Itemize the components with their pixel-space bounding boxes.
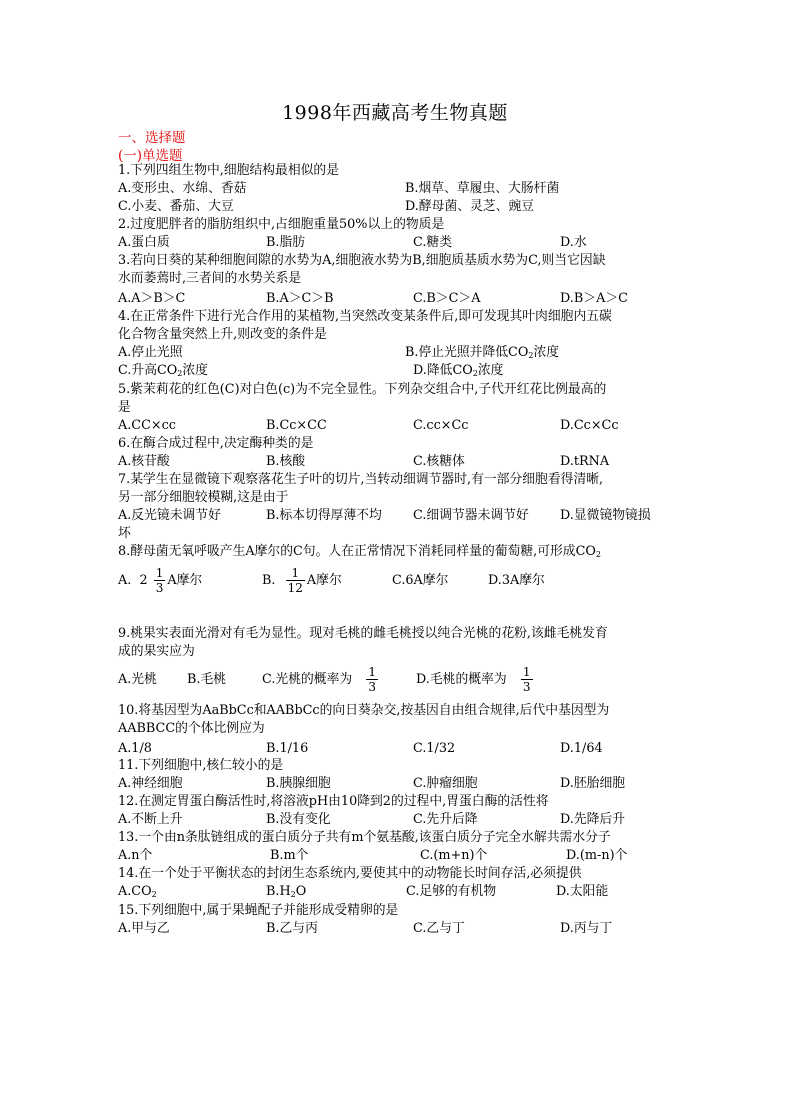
- question-6-option-c: C.核糖体: [413, 454, 465, 469]
- question-2-stem: 2.过度肥胖者的脂肪组织中,占细胞重量50%以上的物质是: [118, 217, 445, 232]
- question-7-option-d: D.显微镜物镜损: [560, 508, 651, 523]
- question-3-stem-line1: 3.若向日葵的某种细胞间隙的水势为A,细胞液水势为B,细胞质基质水势为C,则当它因缺: [118, 253, 606, 268]
- question-1-option-b: B.烟草、草履虫、大肠杆菌: [405, 181, 560, 196]
- subsection-heading: (一)单选题: [118, 148, 183, 164]
- question-3-option-a: A.A＞B＞C: [118, 291, 186, 306]
- question-10-stem-line1: 10.将基因型为AaBbCc和AABbCc的向日葵杂交,按基因自由组合规律,后代中基因型为: [118, 703, 610, 718]
- question-3-option-b: B.A＞C＞B: [266, 291, 334, 306]
- question-12-option-d: D.先降后升: [560, 812, 626, 827]
- question-5-stem-line1: 5.紫茉莉花的红色(C)对白色(c)为不完全显性。下列杂交组合中,子代开红花比例最高的: [118, 382, 607, 397]
- question-14-option-a: $A.CO_2$: [118, 884, 157, 899]
- question-14-option-b: $B.H_2O$: [266, 884, 307, 899]
- question-3-stem-line2: 水而萎蔫时,三者间的水势关系是: [118, 271, 302, 286]
- question-2-option-b: B.脂肪: [266, 235, 306, 250]
- question-1-option-c: C.小麦、番茄、大豆: [118, 199, 234, 214]
- question-5-stem-line2: 是: [118, 400, 131, 415]
- question-12-stem: 12.在测定胃蛋白酶活性时,将溶液pH由10降到2的过程中,胃蛋白酶的活性将: [118, 794, 549, 809]
- question-8-option-b: B. $\frac{1}{12}$ A摩尔: [262, 566, 342, 595]
- question-9-option-b: B.毛桃: [187, 672, 227, 687]
- question-2-option-c: C.糖类: [413, 235, 452, 250]
- question-15-option-a: A.甲与乙: [118, 921, 170, 936]
- question-11-option-a: A.神经细胞: [118, 776, 183, 791]
- question-9-option-c: C.光桃的概率为 $\frac{1}{3}$: [262, 665, 377, 694]
- question-6-stem: 6.在酶合成过程中,决定酶种类的是: [118, 436, 314, 451]
- question-7-option-b: B.标本切得厚薄不均: [266, 508, 382, 523]
- question-9-option-a: A.光桃: [118, 672, 157, 687]
- fraction-one-third: $\frac{1}{3}$: [155, 566, 164, 595]
- question-10-stem-line2: AABBCC的个体比例应为: [118, 721, 265, 736]
- question-14-option-c: C.足够的有机物: [406, 884, 497, 899]
- question-12-option-c: C.先升后降: [413, 812, 478, 827]
- question-7-stem-line1: 7.某学生在显微镜下观察落花生子叶的切片,当转动细调节器时,有一部分细胞看得清晰,: [118, 472, 604, 487]
- fraction-one-twelfth: $\frac{1}{12}$: [287, 566, 303, 595]
- question-13-option-b: B.m个: [270, 848, 309, 863]
- question-6-option-d: D.tRNA: [560, 454, 610, 469]
- question-4-stem-line2: 化合物含量突然上升,则改变的条件是: [118, 327, 327, 342]
- question-15-option-b: B.乙与丙: [266, 921, 318, 936]
- question-11-option-d: D.胚胎细胞: [560, 776, 626, 791]
- question-11-option-b: B.胰腺细胞: [266, 776, 331, 791]
- question-3-option-d: D.B＞A＞C: [560, 291, 628, 306]
- question-15-option-d: D.丙与丁: [560, 921, 613, 936]
- question-2-option-d: D.水: [560, 235, 587, 250]
- question-9-stem-line1: 9.桃果实表面光滑对有毛为显性。现对毛桃的雌毛桃授以纯合光桃的花粉,该雌毛桃发育: [118, 626, 608, 641]
- question-8-option-c: C.6A摩尔: [392, 573, 449, 588]
- question-5-option-d: D.Cc×Cc: [560, 418, 619, 433]
- fraction-one-third: $\frac{1}{3}$: [368, 665, 377, 694]
- question-10-option-b: B.1/16: [266, 741, 309, 756]
- question-13-option-a: A.n个: [118, 848, 153, 863]
- question-7-stem-line2: 另一部分细胞较模糊,这是由于: [118, 490, 289, 505]
- question-4-option-d: D.降低$CO_2$浓度: [413, 363, 504, 378]
- question-14-option-d: D.太阳能: [556, 884, 609, 899]
- fraction-one-third: $\frac{1}{3}$: [522, 665, 531, 694]
- question-4-stem-line1: 4.在正常条件下进行光合作用的某植物,当突然改变某条件后,即可发现其叶肉细胞内五碳: [118, 309, 612, 324]
- question-15-option-c: C.乙与丁: [413, 921, 465, 936]
- question-4-option-a: A.停止光照: [118, 345, 183, 360]
- question-9-stem-line2: 成的果实应为: [118, 644, 195, 659]
- question-7-option-c: C.细调节器未调节好: [413, 508, 529, 523]
- question-5-option-c: C.cc×Cc: [413, 418, 469, 433]
- question-5-option-b: B.Cc×CC: [266, 418, 327, 433]
- question-6-option-a: A.核苷酸: [118, 454, 170, 469]
- section-heading: 一、选择题: [118, 130, 186, 146]
- question-1-option-a: A.变形虫、水绵、香菇: [118, 181, 247, 196]
- question-12-option-a: A.不断上升: [118, 812, 183, 827]
- question-12-option-b: B.没有变化: [266, 812, 331, 827]
- question-10-option-c: C.1/32: [413, 741, 456, 756]
- question-7-option-a: A.反光镜未调节好: [118, 508, 221, 523]
- question-8-option-d: D.3A摩尔: [488, 573, 545, 588]
- question-13-option-d: D.(m-n)个: [566, 848, 628, 863]
- question-8-stem: 8.酵母菌无氧呼吸产生A摩尔的C句。人在正常情况下消耗同样量的葡萄糖,可形成$CO_2$: [118, 544, 601, 559]
- question-8-option-a: A. 2 $\frac{1}{3}$ A摩尔: [118, 566, 203, 595]
- page-title: 1998年西藏高考生物真题: [282, 102, 508, 124]
- question-7-option-d-wrap: 坏: [118, 526, 131, 541]
- question-13-option-c: C.(m+n)个: [420, 848, 488, 863]
- question-4-option-b: B.停止光照并降低$CO_2$浓度: [405, 345, 560, 360]
- question-1-stem: 1.下列四组生物中,细胞结构最相似的是: [118, 163, 340, 178]
- question-14-stem: 14.在一个处于平衡状态的封闭生态系统内,要使其中的动物能长时间存活,必须提供: [118, 866, 582, 881]
- question-3-option-c: C.B＞C＞A: [413, 291, 481, 306]
- question-6-option-b: B.核酸: [266, 454, 306, 469]
- question-5-option-a: A.CC×cc: [118, 418, 176, 433]
- question-9-option-d: D.毛桃的概率为 $\frac{1}{3}$: [416, 665, 531, 694]
- question-11-option-c: C.肿瘤细胞: [413, 776, 478, 791]
- question-4-option-c: C.升高$CO_2$浓度: [118, 363, 208, 378]
- question-2-option-a: A.蛋白质: [118, 235, 170, 250]
- question-13-stem: 13.一个由n条肽链组成的蛋白质分子共有m个氨基酸,该蛋白质分子完全水解共需水分子: [118, 830, 611, 845]
- question-10-option-d: D.1/64: [560, 741, 603, 756]
- question-1-option-d: D.酵母菌、灵芝、豌豆: [405, 199, 535, 214]
- question-11-stem: 11.下列细胞中,核仁较小的是: [118, 758, 284, 773]
- question-10-option-a: A.1/8: [118, 741, 152, 756]
- question-15-stem: 15.下列细胞中,属于果蝇配子并能形成受精卵的是: [118, 903, 399, 918]
